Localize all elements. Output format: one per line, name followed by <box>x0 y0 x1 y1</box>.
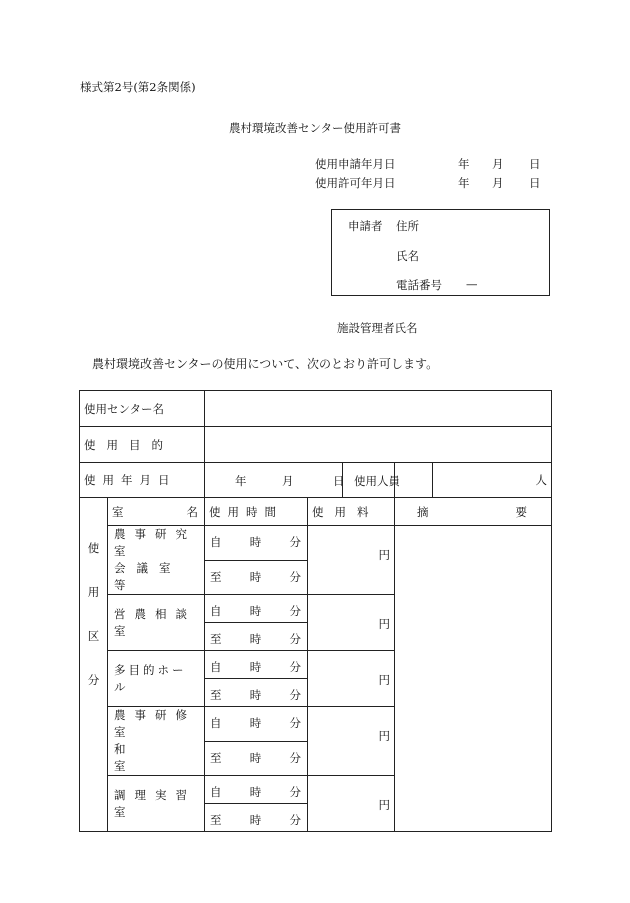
people-label: 使用人員 <box>354 474 401 488</box>
application-date-day: 日 <box>529 157 541 171</box>
room-name-cell <box>108 595 205 651</box>
fee-header: 使用料 <box>308 498 395 526</box>
remarks-header <box>395 498 552 526</box>
use-date-label: 使用年月日 <box>80 463 205 498</box>
time-unit-label: 時 <box>249 750 262 765</box>
applicant-box <box>331 209 550 296</box>
time-line <box>210 534 301 550</box>
use-date-day: 日 <box>333 474 345 488</box>
address-label: 住所 <box>396 219 419 233</box>
use-date-month: 月 <box>282 474 294 488</box>
time-to-cell <box>205 804 308 832</box>
time-unit-label: 至 <box>210 632 222 646</box>
room-header-2: 名 <box>186 504 199 519</box>
time-unit-label: 時 <box>249 569 262 584</box>
room-3-name: 多目的ホール <box>114 662 187 694</box>
time-unit-label: 至 <box>210 569 222 584</box>
time-unit-label: 時 <box>249 716 262 730</box>
manager-name-label: 施設管理者氏名 <box>337 321 418 335</box>
time-unit-label: 自 <box>210 716 222 730</box>
center-name-row <box>80 391 552 427</box>
room-name-cell <box>108 776 205 832</box>
form-number: 様式第2号(第2条関係) <box>80 80 196 94</box>
use-date-year: 年 <box>235 474 247 488</box>
room-header-1: 室 <box>112 504 124 519</box>
date-divider <box>342 462 343 498</box>
room-4-line-1: 農事研修室 <box>114 708 196 739</box>
room-2-name: 営農相談室 <box>114 606 196 638</box>
time-line <box>210 631 301 647</box>
time-unit-label: 時 <box>249 660 262 674</box>
section-label-4: 分 <box>87 673 100 687</box>
purpose-label: 使用目的 <box>80 427 205 463</box>
permit-date-year: 年 <box>458 176 470 190</box>
center-name-label: 使用センター名 <box>80 391 205 427</box>
section-label-1: 使 <box>87 541 100 555</box>
time-to-cell <box>205 560 308 595</box>
time-unit-label: 分 <box>289 535 302 549</box>
time-line <box>210 715 301 731</box>
time-to-cell <box>205 679 308 707</box>
section-label-cell <box>80 498 108 832</box>
application-date-month: 月 <box>492 157 504 171</box>
usage-table <box>79 390 552 832</box>
room-1-line-2: 会議室等 <box>114 561 182 592</box>
time-line <box>210 812 301 828</box>
time-unit-label: 分 <box>289 688 302 702</box>
time-unit-label: 分 <box>289 750 302 765</box>
time-line <box>210 603 301 619</box>
time-from-cell <box>205 651 308 679</box>
time-unit-label: 時 <box>249 604 262 618</box>
application-date-year: 年 <box>458 157 470 171</box>
room-row <box>80 526 552 561</box>
use-date-value <box>205 463 401 498</box>
room-header <box>108 498 205 526</box>
time-header: 使用時間 <box>205 498 308 526</box>
application-date-label: 使用申請年月日 <box>315 157 396 171</box>
time-line <box>210 569 301 585</box>
remarks-header-1: 摘 <box>417 504 429 519</box>
time-unit-label: 時 <box>249 785 262 799</box>
center-name-value <box>205 391 552 427</box>
section-label-2: 用 <box>87 585 100 599</box>
room-name-cell <box>108 651 205 707</box>
room-4-line-2: 和室 <box>114 742 182 773</box>
time-unit-label: 分 <box>289 604 302 618</box>
fee-cell: 円 <box>308 651 395 707</box>
time-unit-label: 分 <box>289 813 302 827</box>
document-title: 農村環境改善センター使用許可書 <box>228 121 402 135</box>
permit-date-label: 使用許可年月日 <box>315 176 396 190</box>
time-line <box>210 784 301 800</box>
fee-cell: 円 <box>308 776 395 832</box>
people-value: 人 <box>395 463 552 498</box>
remarks-header-2: 要 <box>515 504 528 519</box>
time-line <box>210 750 301 766</box>
time-to-cell <box>205 623 308 651</box>
time-unit-label: 至 <box>210 750 222 765</box>
time-unit-label: 自 <box>210 660 222 674</box>
time-from-cell <box>205 776 308 804</box>
permit-date-day: 日 <box>529 176 541 190</box>
time-unit-label: 自 <box>210 604 222 618</box>
time-unit-label: 至 <box>210 688 222 702</box>
time-unit-label: 時 <box>249 688 262 702</box>
time-unit-label: 時 <box>249 535 262 549</box>
time-unit-label: 分 <box>289 569 302 584</box>
room-name-cell <box>108 526 205 595</box>
room-1-line-1: 農事研究室 <box>114 527 196 558</box>
time-unit-label: 自 <box>210 535 222 549</box>
permit-date-month: 月 <box>492 176 504 190</box>
room-name-cell <box>108 707 205 776</box>
intro-text: 農村環境改善センターの使用について、次のとおり許可します。 <box>92 357 439 371</box>
time-from-cell <box>205 526 308 561</box>
time-unit-label: 分 <box>289 785 302 799</box>
header-row <box>80 498 552 526</box>
section-label-3: 区 <box>87 629 100 643</box>
time-unit-label: 分 <box>289 660 302 674</box>
time-unit-label: 自 <box>210 785 222 799</box>
time-line <box>210 687 301 703</box>
remarks-cell <box>395 526 552 832</box>
time-from-cell <box>205 595 308 623</box>
purpose-value <box>205 427 552 463</box>
people-divider <box>432 462 433 498</box>
phone-dash: — <box>466 277 478 291</box>
time-unit-label: 分 <box>289 632 302 646</box>
purpose-row <box>80 427 552 463</box>
phone-label: 電話番号 <box>396 278 442 292</box>
fee-cell: 円 <box>308 526 395 595</box>
time-unit-label: 分 <box>289 716 302 730</box>
room-5-name: 調理実習室 <box>114 787 196 819</box>
fee-cell: 円 <box>308 595 395 651</box>
time-unit-label: 至 <box>210 813 222 827</box>
fee-cell: 円 <box>308 707 395 776</box>
time-unit-label: 時 <box>249 813 262 827</box>
applicant-label: 申請者 <box>348 219 383 233</box>
time-line <box>210 659 301 675</box>
time-from-cell <box>205 707 308 742</box>
time-unit-label: 時 <box>249 632 262 646</box>
name-label: 氏名 <box>396 249 419 263</box>
date-row <box>80 463 552 498</box>
time-to-cell <box>205 741 308 776</box>
